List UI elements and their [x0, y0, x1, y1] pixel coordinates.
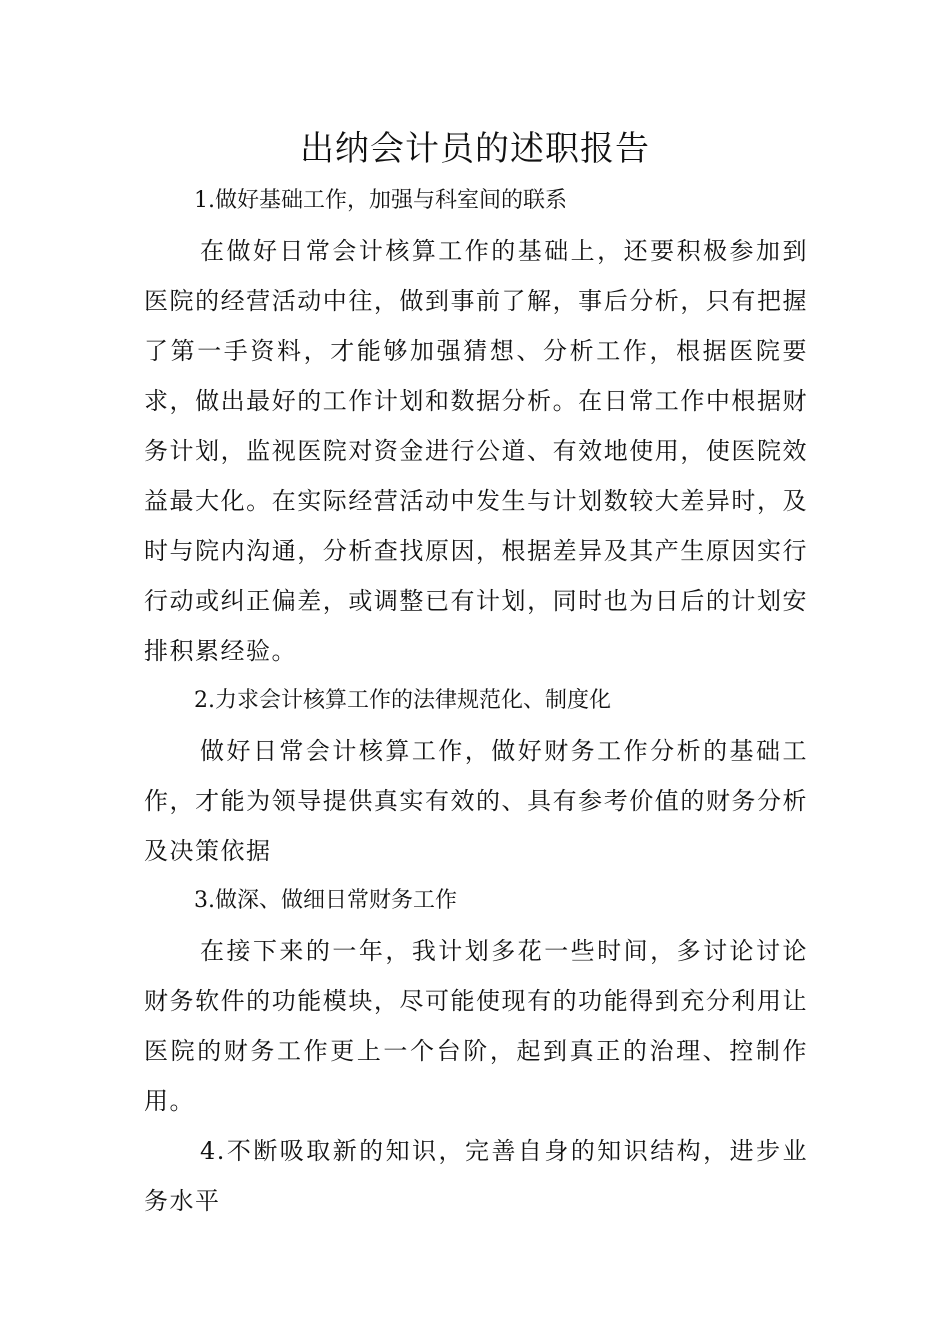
- section-heading-2: 2.力求会计核算工作的法律规范化、制度化: [194, 688, 611, 713]
- section-paragraph-3: 在接下来的一年，我计划多花一些时间，多讨论讨论财务软件的功能模块，尽可能使现有的功能得到充分利用让医院的财务工作更上一个台阶，起到真正的治理、控制作用。: [144, 937, 808, 1115]
- document-body: [144, 176, 808, 1226]
- document-title: 出纳会计员的述职报告: [300, 129, 650, 169]
- section-paragraph-2: 做好日常会计核算工作，做好财务工作分析的基础工作，才能为领导提供真实有效的、具有参考价值的财务分析及决策依据: [144, 737, 808, 865]
- section-heading-4: 4.不断吸取新的知识，完善自身的知识结构，进步业务水平: [144, 1137, 808, 1215]
- section-heading-1: 1.做好基础工作，加强与科室间的联系: [194, 188, 567, 213]
- section-heading-3: 3.做深、做细日常财务工作: [194, 888, 457, 913]
- section-paragraph-1: 在做好日常会计核算工作的基础上，还要积极参加到医院的经营活动中往，做到事前了解，事后分析，只有把握了第一手资料，才能够加强猜想、分析工作，根据医院要求，做出最好的工作计划和数据分析。在日常工作中根据财务计划，监视医院对资金进行公道、有效地使用，使医院效益最大化。在实际经营活动中发生与计划数较大差异时，及时与院内沟通，分析查找原因，根据差异及其产生原因实行行动或纠正偏差，或调整已有计划，同时也为日后的计划安排积累经验。: [144, 237, 808, 665]
